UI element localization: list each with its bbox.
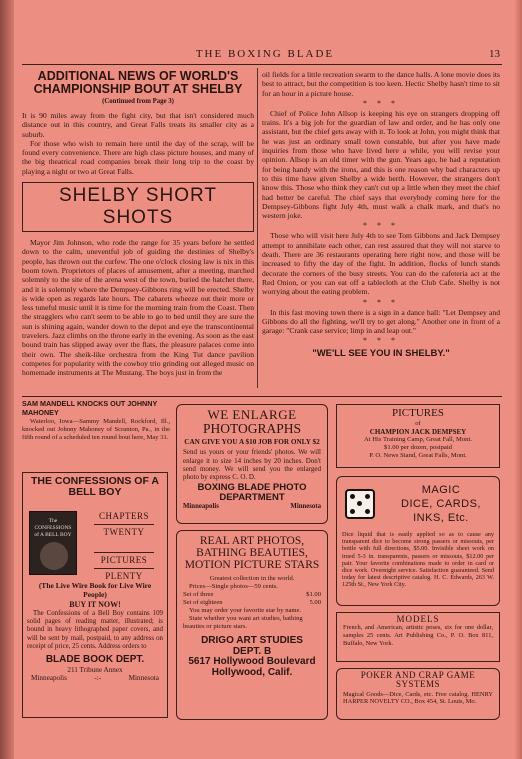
dice-pip <box>350 509 355 514</box>
continued-note: (Continued from Page 3) <box>102 98 174 105</box>
page-gutter <box>0 0 14 759</box>
dice-icon <box>345 489 375 519</box>
page-edge <box>514 0 522 759</box>
magic-dice-ad <box>336 476 500 606</box>
enlarge-city-line <box>183 503 321 510</box>
enlarge-city: Minneapolis <box>183 503 219 511</box>
pictures-line: At His Training Camp, Great Fall, Mont. <box>364 435 472 443</box>
book-cover-image <box>29 511 77 575</box>
art-price-line <box>183 591 321 599</box>
art-dept: DEPT. B <box>232 645 272 657</box>
article-paragraph: It is 90 miles away from the fight city, but that isn't considered much distance out in this country, and Great Falls treats its smaller city as a suburb. <box>22 111 254 139</box>
art-price-label: Set of eighteen <box>183 599 223 607</box>
art-address: 5617 Hollywood Boulevard <box>188 656 316 668</box>
pictures-name: CHAMPION JACK DEMPSEY <box>369 427 467 436</box>
book-cover-title: The CONFESSIONS of A BELL BOY <box>34 518 72 538</box>
art-price-label: Set of three <box>183 591 214 599</box>
pictures-of: of <box>415 419 421 427</box>
left-column <box>22 70 254 378</box>
models-ad <box>336 612 500 662</box>
poker-title: POKER AND CRAP GAME SYSTEMS <box>360 670 476 690</box>
art-line: Greatest collection in the world. <box>209 575 295 583</box>
art-studio: DRIGO ART STUDIES <box>201 635 303 647</box>
dice-pip <box>365 494 370 499</box>
bellboy-details <box>27 581 163 682</box>
mandell-headline: SAM MANDELL KNOCKS OUT JOHNNY MAHONEY <box>22 399 158 417</box>
enlarge-offer: CAN GIVE YOU A $10 JOB FOR ONLY $2 <box>184 437 320 446</box>
book-cover-figure <box>40 542 68 570</box>
art-city: Hollywood, Calif. <box>211 666 293 678</box>
article-paragraph: Those who will visit here July 4th to see Tom Gibbons and Jack Dempsey attempt to annihilate each other, can rest assured that they will not starve to death. There are 36 restaurants operating here right now, and those will be increased to fifty the day of the fight. In addition, flocks of lunch stands decorate the corners of the busy streets. You can do the cafeteria act at the Red Onion, or you can eat off a tablecloth at the Club Cafe. Shelby is not worrying about the eating problem. <box>262 231 500 297</box>
mandell-body: Waterloo, Iowa—Sammy Mandell, Rockford, Ill., knocked out Johnny Mahoney of Scranton, Pa., in the fifth round of a scheduled ten round bout here, May 31. <box>22 418 170 441</box>
section-rule <box>22 396 502 397</box>
feature-rule <box>94 568 154 569</box>
bellboy-plenty: PLENTY <box>105 571 143 581</box>
article-paragraph: Chief of Police John Allsop is keeping his eye on strangers dropping off trains. It's a big job for the guardian of law and order, and he has only one assistant, but the chief gets away with it. To look at John, you might think that he was just an ordinary small town constable, but after you have made inquiries from those who have lived here a while, you will revise your opinion. Allsop is an old timer with the gun. Years ago, he had a reputation for being handy with the irons, and this is one reason why bad characters up to this time have given Shelby a wide berth. However, the strangers don't know this. Those who think they can't cut up a little when they meet the chief had better be careful. The chief says that everybody coming here for the Dempsey-Gibbons fight July 4th, must walk a chalk mark, and that's no western joke. <box>262 108 500 221</box>
bellboy-title: THE CONFESSIONS OF A BELL BOY <box>31 475 159 499</box>
dempsey-pictures-ad <box>336 404 500 468</box>
pictures-title: PICTURES <box>392 407 444 419</box>
page-number: 13 <box>489 48 500 60</box>
article-paragraph: oil fields for a little recreation swarm to the dance halls. A lone movie does its best to attract, but the competition is too keen. Hectic Shelby hasn't time to sit for an hour in a picture house. <box>262 70 500 98</box>
art-line: Prices—Single photos—59 cents. <box>189 583 278 591</box>
section-stars: * * * <box>363 221 399 231</box>
bellboy-tagline: (The Live Wire Book for Live Wire People) <box>38 581 152 599</box>
article-paragraph: In this fast moving town there is a sign in a dance hall: "Let Dempsey and Gibbons do all the fighting, we'll try to get along." Another one in front of a garage: "Crank case service; limp in and leap out." <box>262 307 500 336</box>
pictures-line: P. O. News Stand, Great Falls, Mont. <box>369 451 467 459</box>
models-body: French, and American, artistic poses, six for one dollar, samples 25 cents. Art Publishing Co., P. O. Box 811, Buffalo, New York. <box>343 624 493 647</box>
art-photos-ad <box>176 530 328 720</box>
article-headline: ADDITIONAL NEWS OF WORLD'S CHAMPIONSHIP BOUT AT SHELBY <box>33 69 243 96</box>
art-line: You may order your favorite star by name. <box>189 607 302 615</box>
enlarge-body: Send us yours or your friends' photos. We will enlarge it to size 14 inches by 20 inches. Don't send money. We will send you the enlarged photo by express C. O. D. <box>183 448 321 481</box>
feature-rule <box>94 552 154 553</box>
poker-ad <box>336 668 500 720</box>
bellboy-city: Minneapolis <box>31 673 67 682</box>
art-title: REAL ART PHOTOS, BATHING BEAUTIES, MOTION PICTURE STARS <box>184 535 320 572</box>
enlarge-title-2: PHOTOGRAPHS <box>202 420 302 436</box>
enlarge-title-1: WE ENLARGE <box>207 407 297 422</box>
bellboy-ad <box>22 472 168 718</box>
section-stars: * * * <box>363 98 399 108</box>
art-price-line <box>183 599 321 607</box>
dice-pip <box>350 494 355 499</box>
magic-title-3: INKS, Etc. <box>413 512 469 524</box>
bellboy-address: 211 Tribune Annex <box>67 665 123 674</box>
right-column <box>262 70 500 359</box>
bellboy-city-line <box>27 674 163 682</box>
art-line: State whether you want art studies, bathing beauties or picture stars. <box>183 615 303 631</box>
bellboy-features <box>85 511 163 582</box>
bellboy-twenty: TWENTY <box>103 527 145 537</box>
dice-pip <box>357 501 362 506</box>
art-price-value: 5.00 <box>309 599 321 607</box>
header-rule <box>22 64 502 65</box>
poker-body: Magical Goods—Dice, Cards, etc. Free catalog. HENRY HARPER NOVELTY CO., Box 454, St. Louis, Mo. <box>343 690 493 706</box>
enlarge-dept-2: DEPARTMENT <box>219 492 285 504</box>
bellboy-dept: BLADE BOOK DEPT. <box>45 654 145 666</box>
closing-quote: "WE'LL SEE YOU IN SHELBY." <box>312 348 450 360</box>
pictures-line: $1.00 per dozen, postpaid <box>384 443 452 451</box>
page-header <box>30 48 500 64</box>
section-stars: * * * <box>363 336 399 346</box>
enlarge-state: Minnesota <box>290 503 321 511</box>
magic-titles <box>385 483 497 525</box>
section-stars: * * * <box>363 297 399 307</box>
magic-title-2: DICE, CARDS, <box>401 498 481 510</box>
section-title-box: SHELBY SHORT SHOTS <box>22 182 254 232</box>
bellboy-state: Minnesota <box>128 673 159 682</box>
article-paragraph: For those who wish to remain here until the day of the scrap, will be found every convenience. There are high class picture houses, and many of the big theatrical road companies break their long trip to the coast by playing a night or two at Great Falls. <box>22 138 254 176</box>
feature-rule <box>94 524 154 525</box>
bellboy-buy-now: BUY IT NOW! <box>69 600 121 609</box>
dice-pip <box>365 509 370 514</box>
models-title: MODELS <box>396 614 440 624</box>
mandell-news <box>22 400 170 442</box>
magic-body: Dice liquid that is easily applied so as to cause any transparent dice to become strong passers or missouts, per bottle with full directions, $5.00. Invisible sheet work on trued 5-3 in. transparents, passers or missouts, $12.00 per pair. Your favorite combinations made to order in card or dice work. Overnight service. Satisfaction guaranteed. Send today for latest descriptive catalog. H. C. Edwards, 263 W. 125th St., New York City. <box>342 531 494 589</box>
bellboy-pictures: PICTURES <box>100 555 148 565</box>
art-price-value: $1.00 <box>306 591 321 599</box>
photo-enlarge-ad <box>176 404 328 524</box>
bellboy-sep: -:- <box>94 673 102 682</box>
article-paragraph: Mayor Jim Johnson, who rode the range for 35 years before he settled down to the calm, uneventful job of guiding the destinies of Shelby's people, has thrown out the curfew. The one o'clock closing law is nix in this boom town. Proprietors of places of amusement, after a meeting, marched solemnly to the site of the arena west of the town, buried the hatchet there, and it is solemnly where the Dempsey-Gibbons ring will be erected. Shelby is wide open as regards late hours. The cabarets wheeze out their more or less tuneful music until it is time for the morning train from the Coast. Then the stragglers who can't seem to be able to go to bed until they are sure the sun is shining again, wander down to the depot and eye the transcontinental travelers. Jazz climbs on the throne early in the evening. As soon as the east bound train has slipped away over the flats, the pleasure palaces come into their own. The sheik-like orchestra from the King Tut dance pavilion competes for popularity with the cowboy trio grinding out alleged music on homemade instruments at The Mustang. The boys just in from the <box>22 238 254 378</box>
magazine-title: THE BOXING BLADE <box>195 48 335 60</box>
column-divider <box>257 68 258 388</box>
bellboy-chapters: CHAPTERS <box>98 511 149 521</box>
bellboy-body: The Confessions of a Bell Boy contains 109 solid pages of reading matter, illustrated; is bound in heavy lithographed paper covers, and will be sent by mail, postpaid, to any address on receipt of price, 25 cents. Address orders to <box>27 610 163 650</box>
magic-title-1: MAGIC <box>421 484 461 496</box>
enlarge-dept-1: BOXING BLADE PHOTO <box>197 482 307 494</box>
